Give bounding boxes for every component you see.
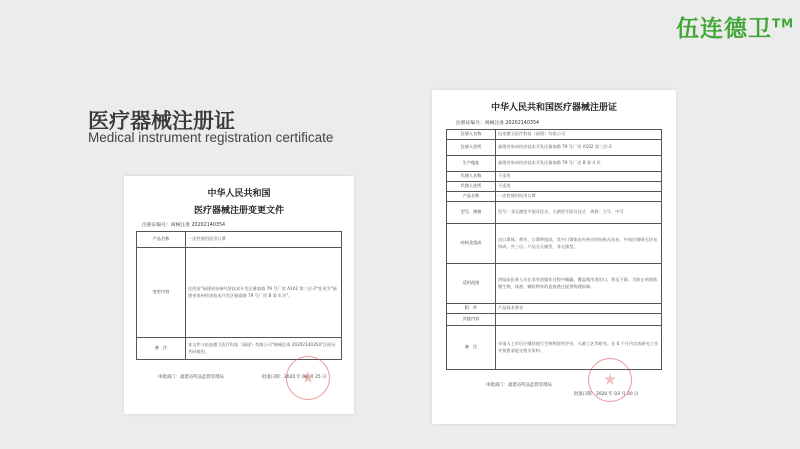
table-row (447, 202, 662, 224)
row-value: 产品技术要求 (496, 304, 662, 314)
brand-logo (676, 10, 794, 43)
page-subtitle: Medical instrument registration certificate (88, 130, 334, 145)
row-key: 结构及组成 (447, 224, 496, 264)
table-row (447, 326, 662, 370)
row-key: 注册人住所 (447, 140, 496, 156)
table-row (447, 130, 662, 140)
table-row (447, 192, 662, 202)
row-value: 伍连德卫医疗科技（福建）有限公司 (496, 130, 662, 140)
row-key: 备 注 (137, 338, 186, 360)
doc1-approver: 审批部门：福建省药品监督管理局 (158, 375, 224, 380)
table-row (447, 172, 662, 182)
table-row (137, 248, 342, 338)
row-value: 型号：非无菌型平面耳挂式、无菌型平面耳挂式 规格：大号、中号 (496, 202, 662, 224)
row-value: 由口罩体、鼻夹、口罩带组成。其中口罩体由内外层的纺粘无纺布、中间层熔喷无纺布构成。共三层。产品分无菌型、非无菌型。 (496, 224, 662, 264)
row-value: 一次性使用医用口罩 (186, 232, 342, 248)
table-row (137, 232, 342, 248)
doc2-title: 中华人民共和国医疗器械注册证 (490, 103, 617, 113)
table-row (447, 156, 662, 172)
doc1-title-line2: 医疗器械注册变更文件 (193, 206, 284, 216)
row-value: 供临床医务人员在非有创操作过程中佩戴，覆盖使用者的口、鼻及下颌，为防止病原体微生物、体液、颗粒物等的直接透过提供物理屏障。 (496, 264, 662, 304)
row-key: 生产地址 (447, 156, 496, 172)
row-key: 附 件 (447, 304, 496, 314)
row-value: 福建省泉州经济技术开发区雅泰路 79 号厂房 B 第 4 层 (496, 156, 662, 172)
table-row (447, 140, 662, 156)
row-value: 申请人上市后应继续进行生物相容性评价，灭菌工艺等研究。在 6 个月内完成研究工作并按要求提交相关资料。 (496, 326, 662, 370)
doc2-approver: 审批部门：福建省药品监督管理局 (486, 383, 552, 388)
row-key: 注册人名称 (447, 130, 496, 140)
brand-name: 伍连德卫 (676, 16, 772, 42)
row-value: 住所由"福建省泉州经济技术开发区雅泰路 79 号厂房 A102 第三层-2"变更为"福建省泉州经济技术开发区雅泰路 79 号厂房 B 第 4 层"。 (186, 248, 342, 338)
row-key: 变更内容 (137, 248, 186, 338)
page-title: 医疗器械注册证 (88, 109, 235, 133)
row-key: 适用范围 (447, 264, 496, 304)
row-key: 其他内容 (447, 314, 496, 326)
row-key: 代理人住所 (447, 182, 496, 192)
row-value: 不适用 (496, 182, 662, 192)
row-value: 一次性使用医用口罩 (496, 192, 662, 202)
row-key: 代理人名称 (447, 172, 496, 182)
row-value: 福建省泉州经济技术开发区雅泰路 79 号厂房 A102 第三层-2 (496, 140, 662, 156)
row-key: 产品名称 (447, 192, 496, 202)
row-value (496, 314, 662, 326)
row-key: 产品名称 (137, 232, 186, 248)
registration-certificate-document (432, 90, 676, 424)
official-seal-icon (588, 358, 632, 402)
table-row (447, 264, 662, 304)
trademark-mark: TM (772, 16, 795, 31)
registration-change-document (124, 176, 354, 414)
doc1-table (136, 231, 342, 360)
official-seal-icon (286, 356, 330, 400)
doc2-table (446, 129, 662, 370)
doc2-reg-number: 注册证编号：闽械注准 20202140354 (456, 121, 540, 126)
row-key: 型号、规格 (447, 202, 496, 224)
doc1-title-line1: 中华人民共和国 (207, 189, 271, 199)
row-value: 本文件与伍连德卫医疗科技（福建）有限公司"闽械注准 20202140354"注册证共同使用。 (186, 338, 342, 360)
doc2-approval-date: 批准日期：2020 年 03 月 20 日 (574, 392, 639, 397)
table-row (447, 314, 662, 326)
row-value: 不适用 (496, 172, 662, 182)
table-row (447, 304, 662, 314)
doc1-reg-number: 注册证编号：闽械注准 20202140354 (142, 223, 226, 228)
table-row (447, 182, 662, 192)
doc1-approval-date: 批准日期：2020 年 08 月 25 日 (262, 375, 327, 380)
table-row (447, 224, 662, 264)
row-key: 备 注 (447, 326, 496, 370)
